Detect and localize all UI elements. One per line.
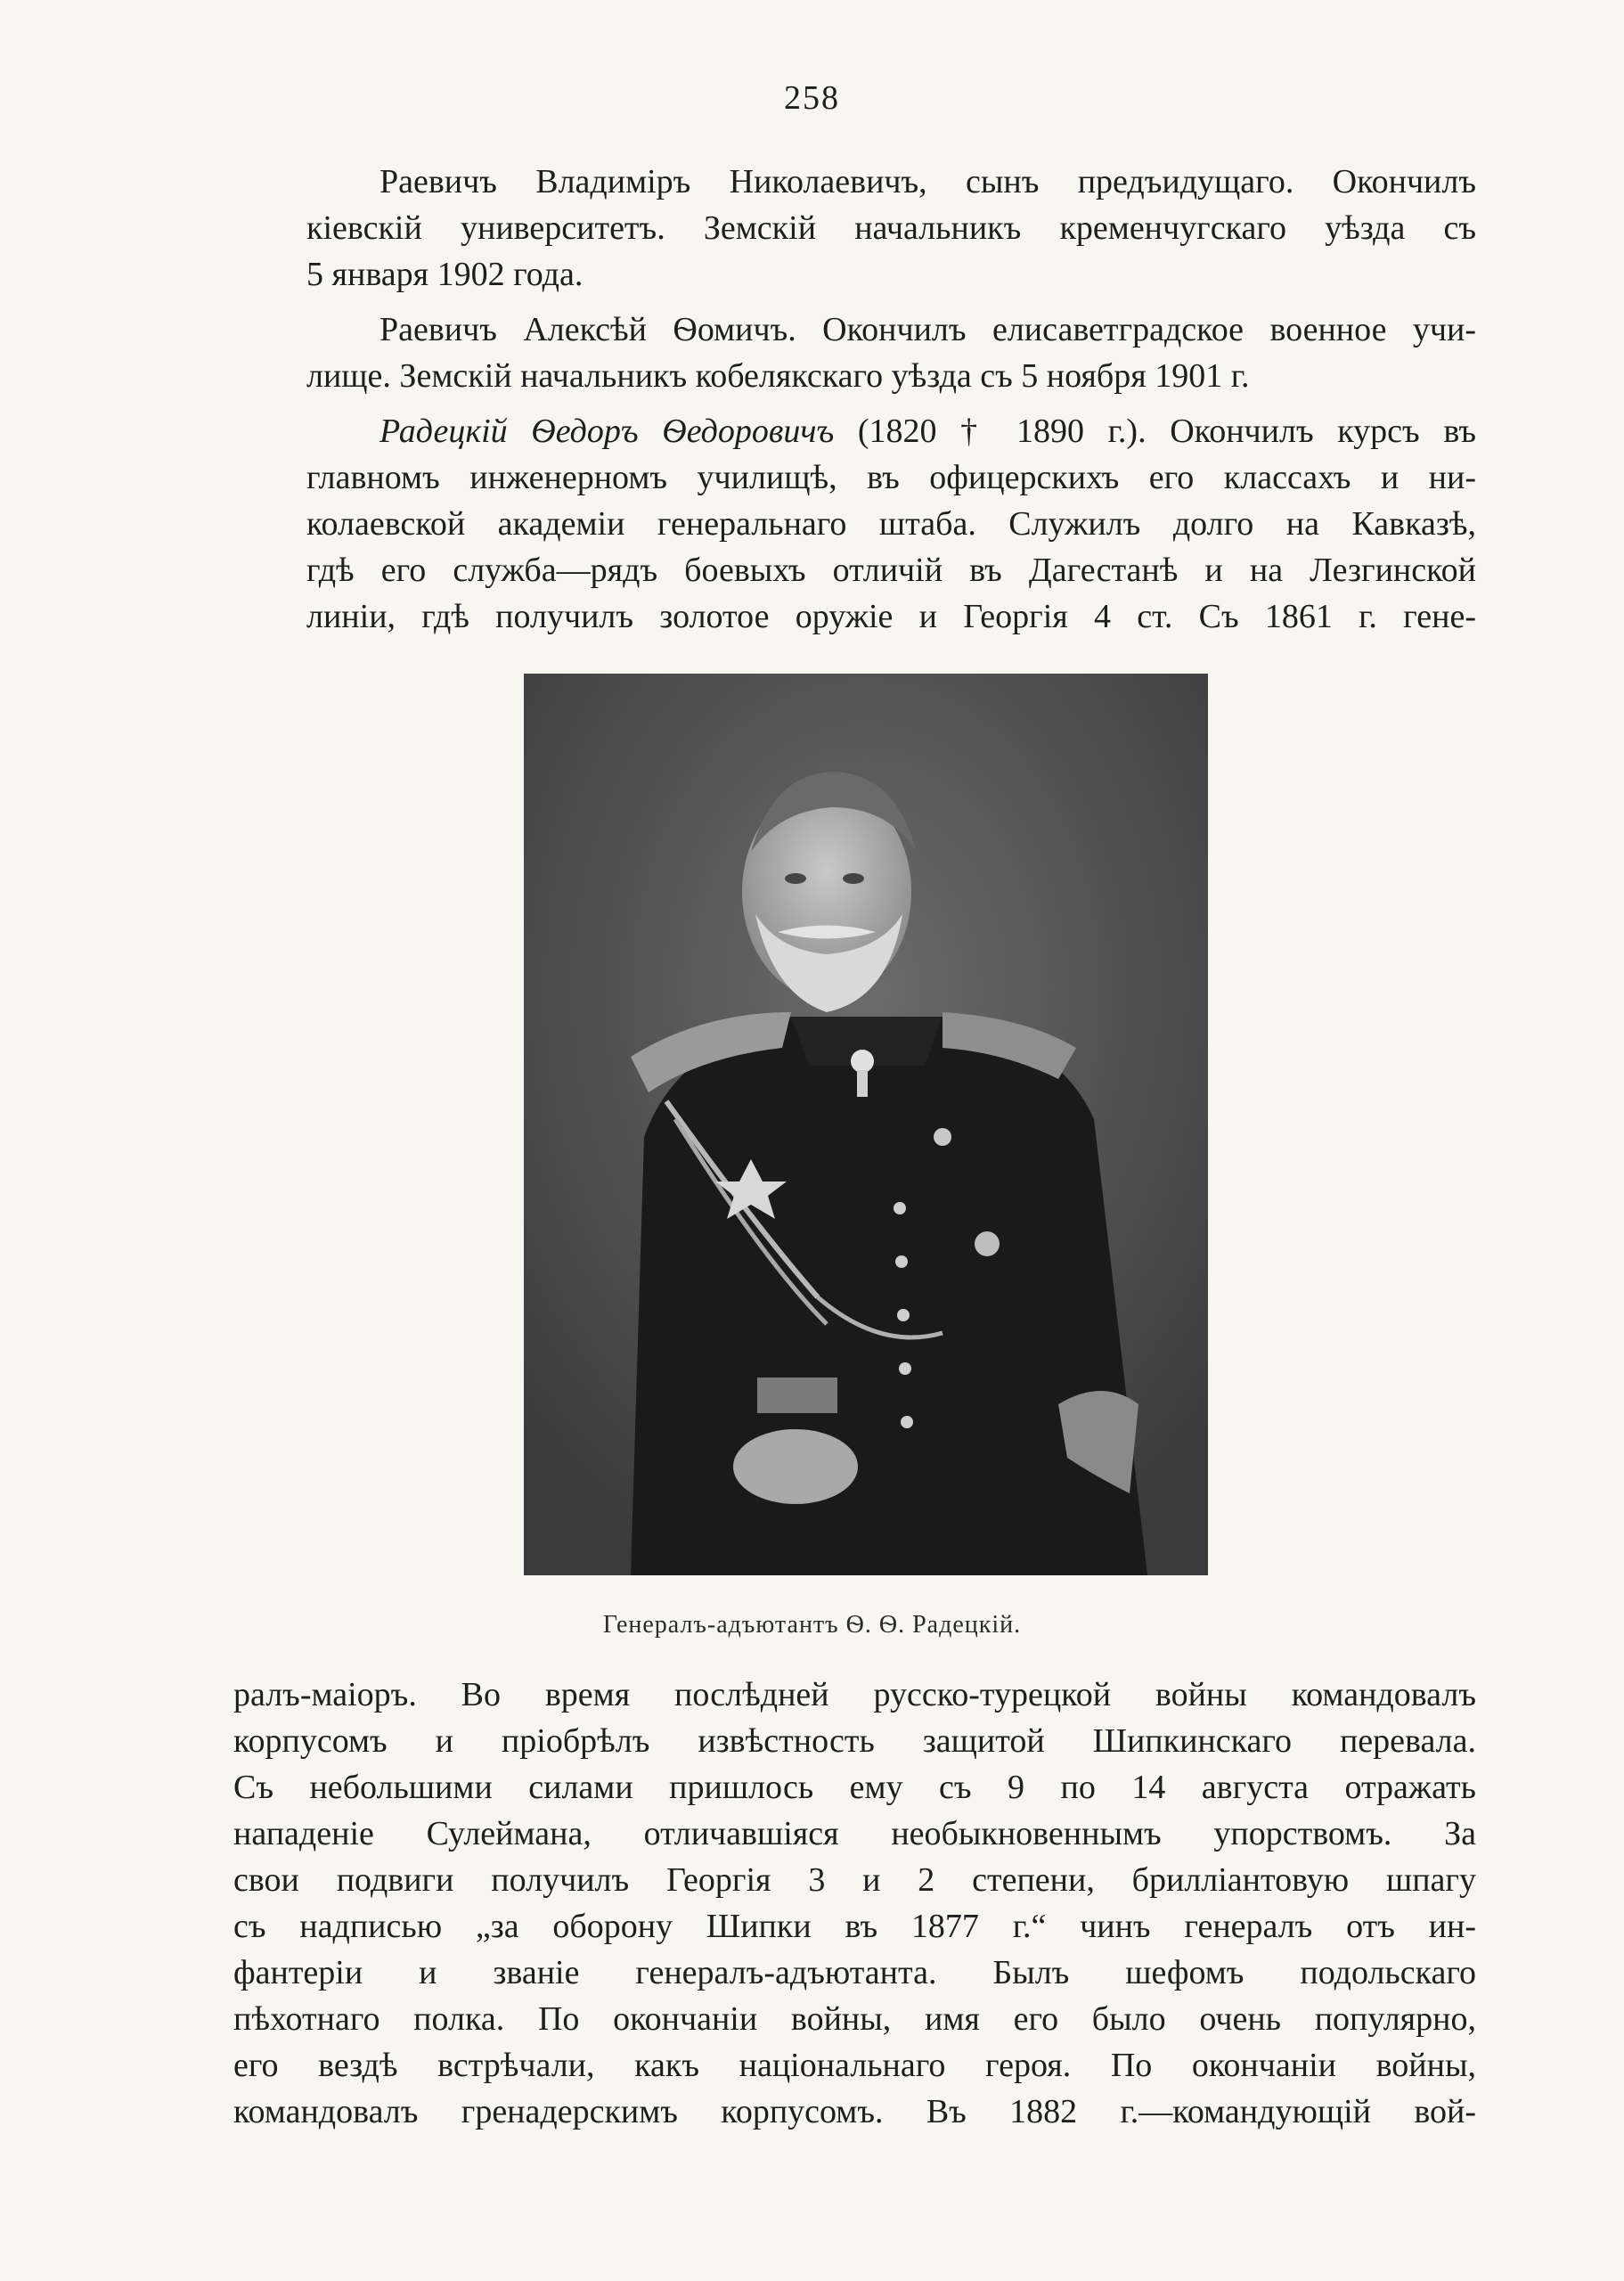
- text-line: Раевичъ Владиміръ Николаевичъ, сынъ предъидущаго. Окончилъ: [379, 163, 1476, 200]
- text-line: Съ небольшими силами пришлось ему съ 9 по 14 августа отражать: [233, 1769, 1476, 1806]
- text-line: нападеніе Сулеймана, отличавшіяся необыкновеннымъ упорствомъ. За: [233, 1815, 1476, 1852]
- text-line: [233, 408, 1476, 454]
- entry-raevich-aleksei: [233, 307, 1476, 399]
- article-text-bottom: [233, 1672, 1476, 2135]
- text-line: корпусомъ и пріобрѣлъ извѣстность защитой Шипкинскаго перевала.: [233, 1722, 1476, 1760]
- portrait-photo: [524, 674, 1208, 1575]
- article-text-top: [233, 159, 1476, 649]
- text-line: командовалъ гренадерскимъ корпусомъ. Въ 1882 г.—командующій вой-: [233, 2093, 1476, 2130]
- entry-dates: (1820 † 1890 г.). Окончилъ курсъ въ: [834, 413, 1476, 450]
- entry-radetsky: [233, 408, 1476, 640]
- entry-radetsky-continued: [233, 1672, 1476, 2135]
- page-number: 258: [784, 79, 840, 117]
- text-line: Раевичъ Алексѣй Ѳомичъ. Окончилъ елисаветградское военное учи-: [379, 311, 1476, 348]
- text-line: съ надписью „за оборону Шипки въ 1877 г.“ чинъ генералъ отъ ин-: [233, 1908, 1476, 1945]
- text-line: лище. Земскій начальникъ кобелякскаго уѣзда съ 5 ноября 1901 г.: [306, 357, 1250, 395]
- text-line: линіи, гдѣ получилъ золотое оружіе и Георгія 4 ст. Съ 1861 г. гене-: [306, 598, 1476, 635]
- text-line: кіевскій университетъ. Земскій начальникъ кременчугскаго уѣзда съ: [306, 209, 1476, 247]
- entry-name: Радецкій Ѳедоръ Ѳедоровичъ: [379, 413, 835, 450]
- text-line: 5 января 1902 года.: [306, 256, 583, 293]
- text-line: пѣхотнаго полка. По окончаніи войны, имя его было очень популярно,: [233, 2000, 1476, 2038]
- text-line: главномъ инженерномъ училищѣ, въ офицерскихъ его классахъ и ни-: [306, 459, 1476, 496]
- entry-raevich-vladimir: [233, 159, 1476, 298]
- text-line: фантеріи и званіе генералъ-адъютанта. Былъ шефомъ подольскаго: [233, 1954, 1476, 1991]
- text-line: свои подвиги получилъ Георгія 3 и 2 степени, брилліантовую шпагу: [233, 1861, 1476, 1899]
- text-line: его вездѣ встрѣчали, какъ національнаго героя. По окончаніи войны,: [233, 2047, 1476, 2084]
- text-line: ралъ-маіоръ. Во время послѣдней русско-турецкой войны командовалъ: [233, 1676, 1476, 1713]
- text-line: гдѣ его служба—рядъ боевыхъ отличій въ Дагестанѣ и на Лезгинской: [306, 552, 1476, 589]
- text-line: колаевской академіи генеральнаго штаба. Служилъ долго на Кавказѣ,: [306, 505, 1476, 543]
- photo-caption: Генералъ-адъютантъ Ѳ. Ѳ. Радецкій.: [602, 1611, 1022, 1639]
